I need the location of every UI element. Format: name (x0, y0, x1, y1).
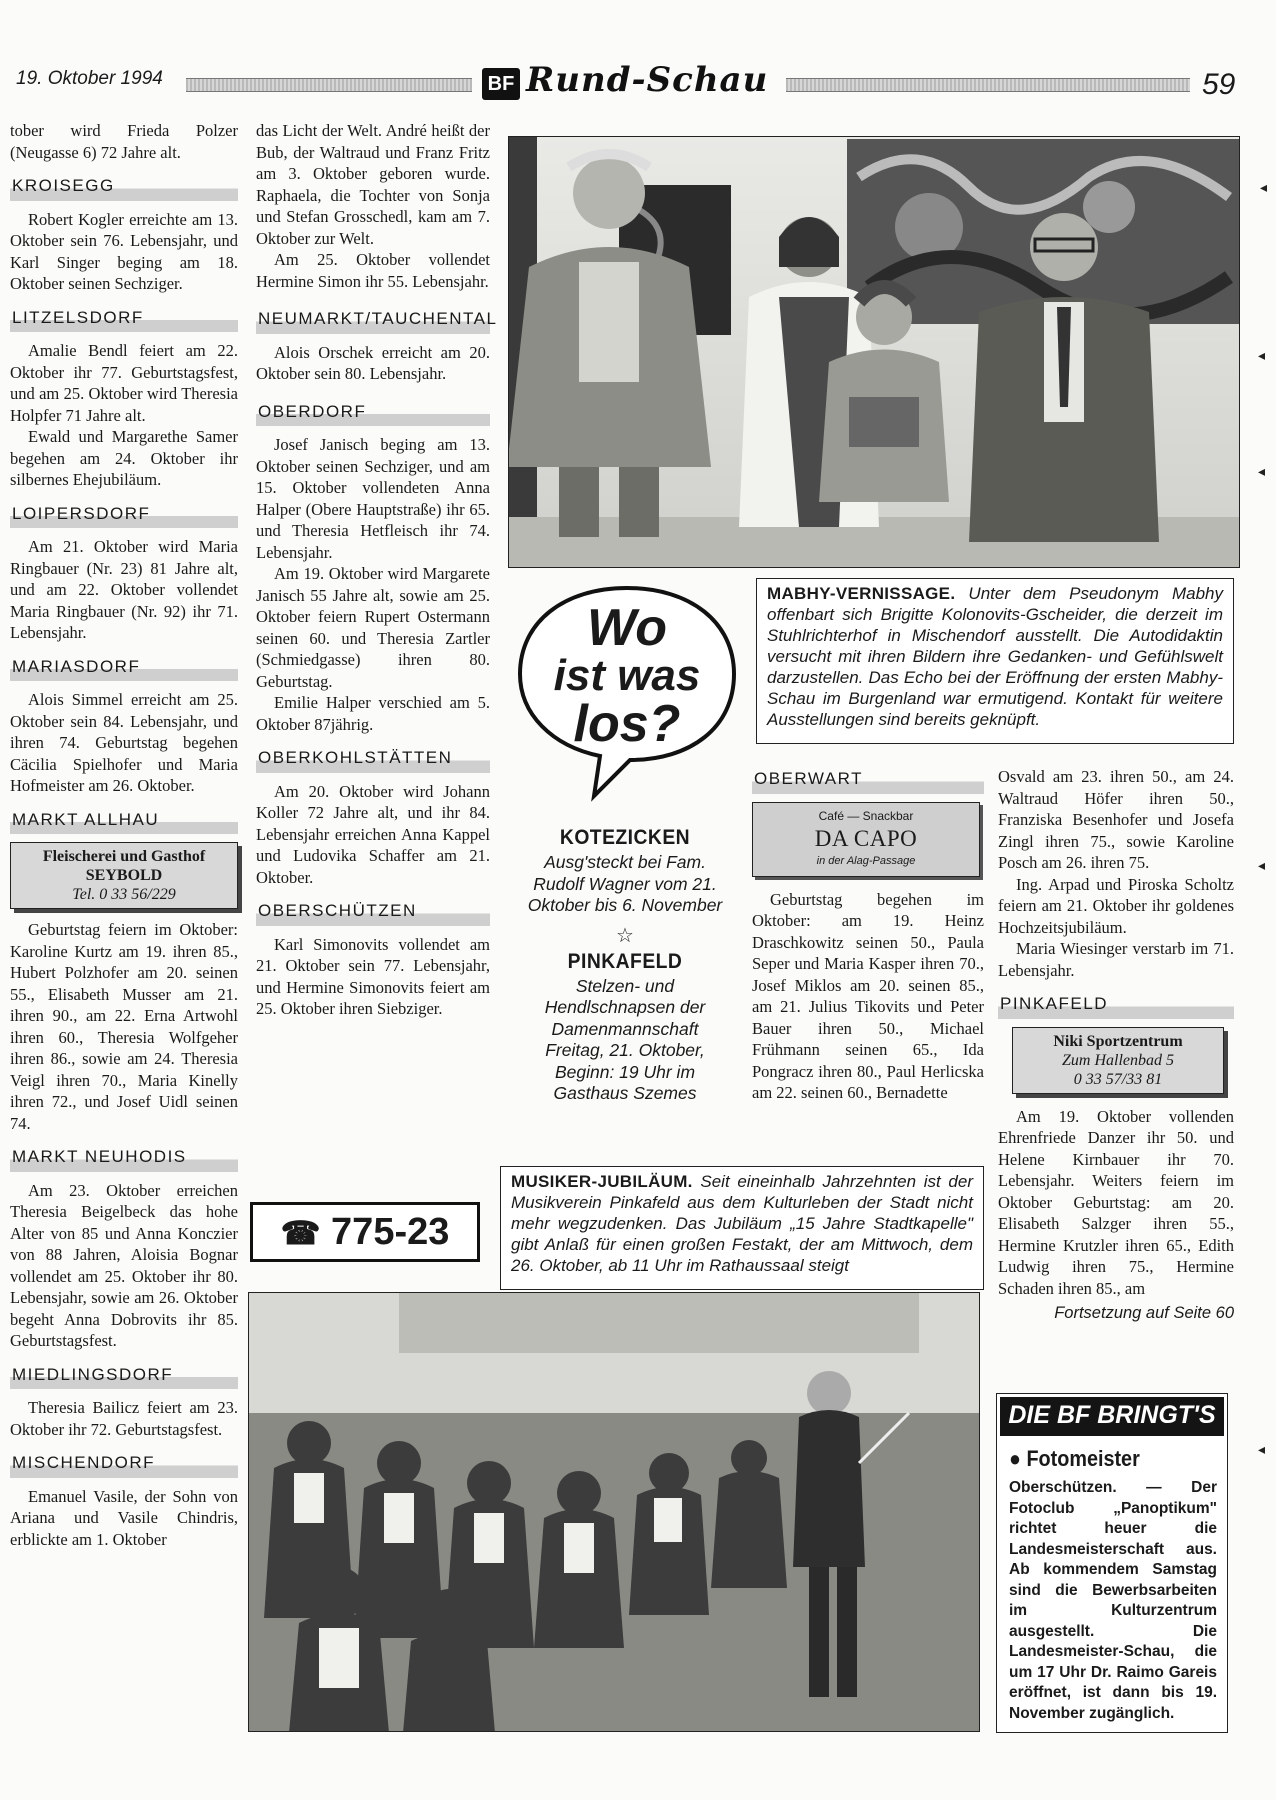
section-heading-markt-neuhodis: MARKT NEUHODIS (10, 1144, 238, 1172)
section-heading-pinkafeld: PINKAFELD (998, 991, 1234, 1019)
paragraph: Robert Kogler erreichte am 13. Oktober sein 76. Lebensjahr, und Karl Singer beging am 18. Oktober seinen Sechziger. (10, 209, 238, 293)
paragraph: Am 25. Oktober vollendet Hermine Simon ihr 55. Lebensjahr. (256, 250, 490, 291)
paragraph: Geburtstag begehen im Oktober: am 19. Heinz Draschkowitz seinen 50., Paula Seper und Maria Kasper ihren 70., Josef Miklos am 20. seinen 85., am 21. Julius Tikovits und Peter Bauer ihren 50., Michael Frühmann seinen 65., Ida Pongracz ihren 80., Paul Herlicska am 22. seinen 60., Bernadette (752, 889, 984, 1102)
ad-seybold-name: Fleischerei und Gasthof SEYBOLD (42, 848, 206, 884)
star-icon: ☆ (616, 924, 634, 947)
column-1 (10, 120, 238, 1550)
paragraph: Alois Orschek erreicht am 20. Oktober sein 80. Lebensjahr. (256, 342, 490, 383)
section-heading-oberdorf: OBERDORF (256, 399, 490, 427)
mabhy-caption (756, 578, 1234, 744)
paragraph: Amalie Bendl feiert am 22. Oktober ihr 77. Geburtstagsfest, und am 25. Oktober wird Theresia Holpfer 71 Jahre alt. (10, 341, 238, 425)
ad-da-capo-name: DA CAPO (814, 826, 918, 851)
section-heading-loipersdorf: LOIPERSDORF (10, 501, 238, 529)
ad-seybold (10, 842, 238, 909)
page-number: 59 (1202, 68, 1236, 101)
header-rule-left (186, 78, 472, 92)
section-heading-oberwart: OBERWART (752, 766, 984, 794)
continued-note: Fortsetzung auf Seite 60 (1054, 1304, 1234, 1322)
section-heading-markt-allhau: MARKT ALLHAU (10, 807, 238, 835)
bubble-line-3: los? (573, 695, 681, 753)
bubble-line-1: Wo (587, 599, 667, 657)
mabhy-caption-title: MABHY-VERNISSAGE. (767, 584, 956, 603)
section-heading-mariasdorf: MARIASDORF (10, 654, 238, 682)
ad-niki-sportzentrum (1012, 1027, 1224, 1094)
exhibition-photo-illustration (509, 137, 1240, 568)
margin-arrow-icon: ◂ (1258, 859, 1266, 874)
mabhy-vernissage-photo (508, 136, 1240, 568)
bubble-text (512, 599, 742, 753)
section-heading-oberkohlstaetten: OBERKOHLSTÄTTEN (256, 745, 490, 773)
paragraph: Am 21. Oktober wird Maria Ringbauer (Nr. 23) 81 Jahre alt, und am 22. Oktober vollendet Maria Ringbauer (Nr. 92) ihr 71. Lebensjahr. (10, 537, 238, 642)
events-bubble (512, 582, 742, 804)
ad-da-capo-type: Café — Snackbar (818, 808, 914, 823)
ad-niki-address: Zum Hallenbad 5 (1062, 1051, 1174, 1069)
mabhy-caption-text: Unter dem Pseudonym Mabhy offenbart sich Brigitte Kolonovits-Gscheider, die derzeit im Stuhlrichterhof in Mischendorf ausstellt. Die Autodidaktin versucht mit ihren Bildern ihre Gedanken- und Gefühlswelt darzustellen. Das Echo bei der Eröffnung der ersten Mabhy-Schau im Burgenland war ermutigend. Kontakt für weitere Ausstellungen sind bereits geknüpft. (767, 584, 1224, 729)
paragraph: Ing. Arpad und Piroska Scholtz feiern am 21. Oktober ihr goldenes Hochzeitsjubiläum. (998, 874, 1234, 937)
section-heading-miedlingsdorf: MIEDLINGSDORF (10, 1362, 238, 1390)
ad-seybold-tel: Tel. 0 33 56/229 (72, 886, 176, 903)
musiker-caption-text: Seit eineinhalb Jahrzehnten ist der Musikverein Pinkafeld aus dem Kulturleben der Stadt nicht mehr wegzudenken. Das Jubiläum „15 Jahre Stadtkapelle" gibt Anlaß für einen großen Festakt, der am Mittwoch, dem 26. Oktober, ab 11 Uhr im Rathaussaal steigt (511, 1172, 973, 1275)
paragraph: Osvald am 23. ihren 50., am 24. Waltraud Höfer ihren 50., Franziska Besenhofer und Josefa Zingl ihren 75., sowie Karoline Posch am 26. ihren 75. (998, 767, 1234, 872)
header-rule-right (786, 78, 1190, 92)
paragraph: Karl Simonovits vollendet am 21. Oktober sein 77. Lebensjahr, und Hermine Simonovits feiert am 25. Oktober ihren Siebziger. (256, 934, 490, 1018)
phone-number: 775-23 (331, 1211, 450, 1253)
event-text: Ausg'steckt bei Fam. Rudolf Wagner vom 21. Oktober bis 6. November (527, 852, 723, 915)
musiker-caption (500, 1166, 984, 1290)
ad-da-capo-location: in der Alag-Passage (816, 855, 916, 867)
bf-bringts-body: Oberschützen. — Der Fotoclub „Panoptikum" richtet heuer die Landesmeisterschaft aus. Ab kommendem Samstag sind die Bewerbsarbeiten im Kulturzentrum ausgestellt. Die Landesmeister-Schau, die um 17 Uhr Dr. Raimo Gareis eröffnet, ist dann bis 19. November zugänglich. (1009, 1479, 1217, 1722)
paragraph: Am 19. Oktober vollenden Ehrenfriede Danzer ihr 50. und Helene Kirnbauer ihr 70. Lebensjahr. Weiters feiern im Oktober Geburtstag: am 20. Elisabeth Salzger ihren 55., Hermine Krutzler ihren 65., Edith Ludwig ihren 75., Hermine Schaden ihren 85., am (998, 1106, 1234, 1298)
bf-bringts-header: DIE BF BRINGT'S (1000, 1397, 1224, 1436)
paragraph: Am 20. Oktober wird Johann Koller 72 Jahre alt, und ihr 84. Lebensjahr erreichen Anna Kappel und Ludovika Schaffer am 21. Oktober. (256, 781, 490, 887)
ad-niki-name: Niki Sportzentrum (1053, 1032, 1183, 1050)
margin-arrow-icon: ◂ (1260, 181, 1268, 196)
section-heading-oberschuetzen: OBERSCHÜTZEN (256, 898, 490, 926)
section-title: Rund-Schau (526, 60, 769, 100)
column-5 (998, 766, 1234, 1325)
paragraph: Am 19. Oktober wird Margarete Janisch 55 Jahre alt, sowie am 25. Oktober feiern Rupert Ostermann seinen 60. und Theresia Zartler (Schmiedgasse) ihren 80. Geburtstag. (256, 564, 490, 691)
bf-logo: BF (482, 68, 520, 100)
ad-da-capo (752, 802, 980, 877)
paragraph: Maria Wiesinger verstarb im 71. Lebensjahr. (998, 939, 1234, 980)
paragraph: Geburtstag feiern im Oktober: Karoline Kurtz am 19. ihren 85., Hubert Polzhofer am 20. seinen 55., Elisabeth Musser am 21. ihren 90., am 22. Erna Artwohl ihren 60., Theresia Wolfgeher ihren 86., sowie am 24. Theresia Veigl ihren 70., Maria Kinelly ihren 72., und Josef Uidl seinen 74. (10, 920, 238, 1133)
event-kotezicken (520, 826, 730, 1105)
paragraph: tober wird Frieda Polzer (Neugasse 6) 72 Jahre alt. (10, 121, 238, 162)
paragraph: Theresia Bailicz feiert am 23. Oktober ihr 72. Geburtstagsfest. (10, 1398, 238, 1439)
phone-number-box (250, 1202, 480, 1262)
musikverein-photo (248, 1292, 980, 1732)
section-heading-neumarkt: NEUMARKT/TAUCHENTAL (256, 306, 490, 334)
bf-bringts-box (996, 1393, 1228, 1733)
margin-arrow-icon: ◂ (1258, 349, 1266, 364)
paragraph: Josef Janisch beging am 13. Oktober seinen Sechziger, und am 15. Oktober vollendeten Anna Halper (Obere Hauptstraße) ihr 65. und Theresia Hetfleisch ihr 74. Lebensjahr. (256, 435, 490, 562)
margin-arrow-icon: ◂ (1258, 465, 1266, 480)
event-title: PINKAFELD (567, 949, 683, 973)
section-heading-mischendorf: MISCHENDORF (10, 1450, 238, 1478)
paragraph: das Licht der Welt. André heißt der Bub, der Waltraud und Franz Fritz am 3. Oktober geboren wurde. Raphaela, die Tochter von Sonja und Stefan Grosschedl, kam am 7. Oktober zur Welt. (256, 121, 490, 248)
ad-niki-tel: 0 33 57/33 81 (1073, 1070, 1163, 1088)
column-4 (752, 766, 984, 1104)
band-photo-illustration (249, 1293, 980, 1732)
section-heading-litzelsdorf: LITZELSDORF (10, 305, 238, 333)
section-heading-kroisegg: KROISEGG (10, 173, 238, 201)
paragraph: Emanuel Vasile, der Sohn von Ariana und Vasile Chindris, erblickte am 1. Oktober (10, 1486, 238, 1549)
bf-bringts-subhead: ● Fotomeister (1009, 1446, 1140, 1471)
paragraph: Alois Simmel erreicht am 25. Oktober sein 84. Lebensjahr, und ihren 74. Geburtstag begehen Cäcilia Spielhofer und Maria Hofmeister am 26. Oktober. (10, 690, 238, 795)
column-2 (256, 120, 498, 1020)
issue-date: 19. Oktober 1994 (16, 68, 163, 89)
paragraph: Emilie Halper verschied am 5. Oktober 87jährig. (256, 693, 490, 734)
event-title: KOTEZICKEN (559, 826, 691, 849)
phone-icon: ☎ (280, 1215, 321, 1251)
musiker-caption-title: MUSIKER-JUBILÄUM. (511, 1172, 693, 1191)
margin-arrow-icon: ◂ (1258, 1443, 1266, 1458)
paragraph: Ewald und Margarethe Samer begehen am 24. Oktober ihr silbernes Ehejubiläum. (10, 427, 238, 489)
bubble-line-2: ist was (553, 651, 701, 700)
paragraph: Am 23. Oktober erreichen Theresia Beigelbeck das hohe Alter von 85 und Anna Konczier von 88 Jahren, Aloisia Bognar vollendet am 25. Oktober ihr 80. Lebensjahr, sowie am 26. Oktober begeht Anna Dobrovits ihr 85. Geburtstagsfest. (10, 1180, 238, 1350)
event-text: Stelzen- und Hendlschnapsen der Damenmannschaft Freitag, 21. Oktober, Beginn: 19 Uhr im Gasthaus Szemes (544, 975, 706, 1103)
